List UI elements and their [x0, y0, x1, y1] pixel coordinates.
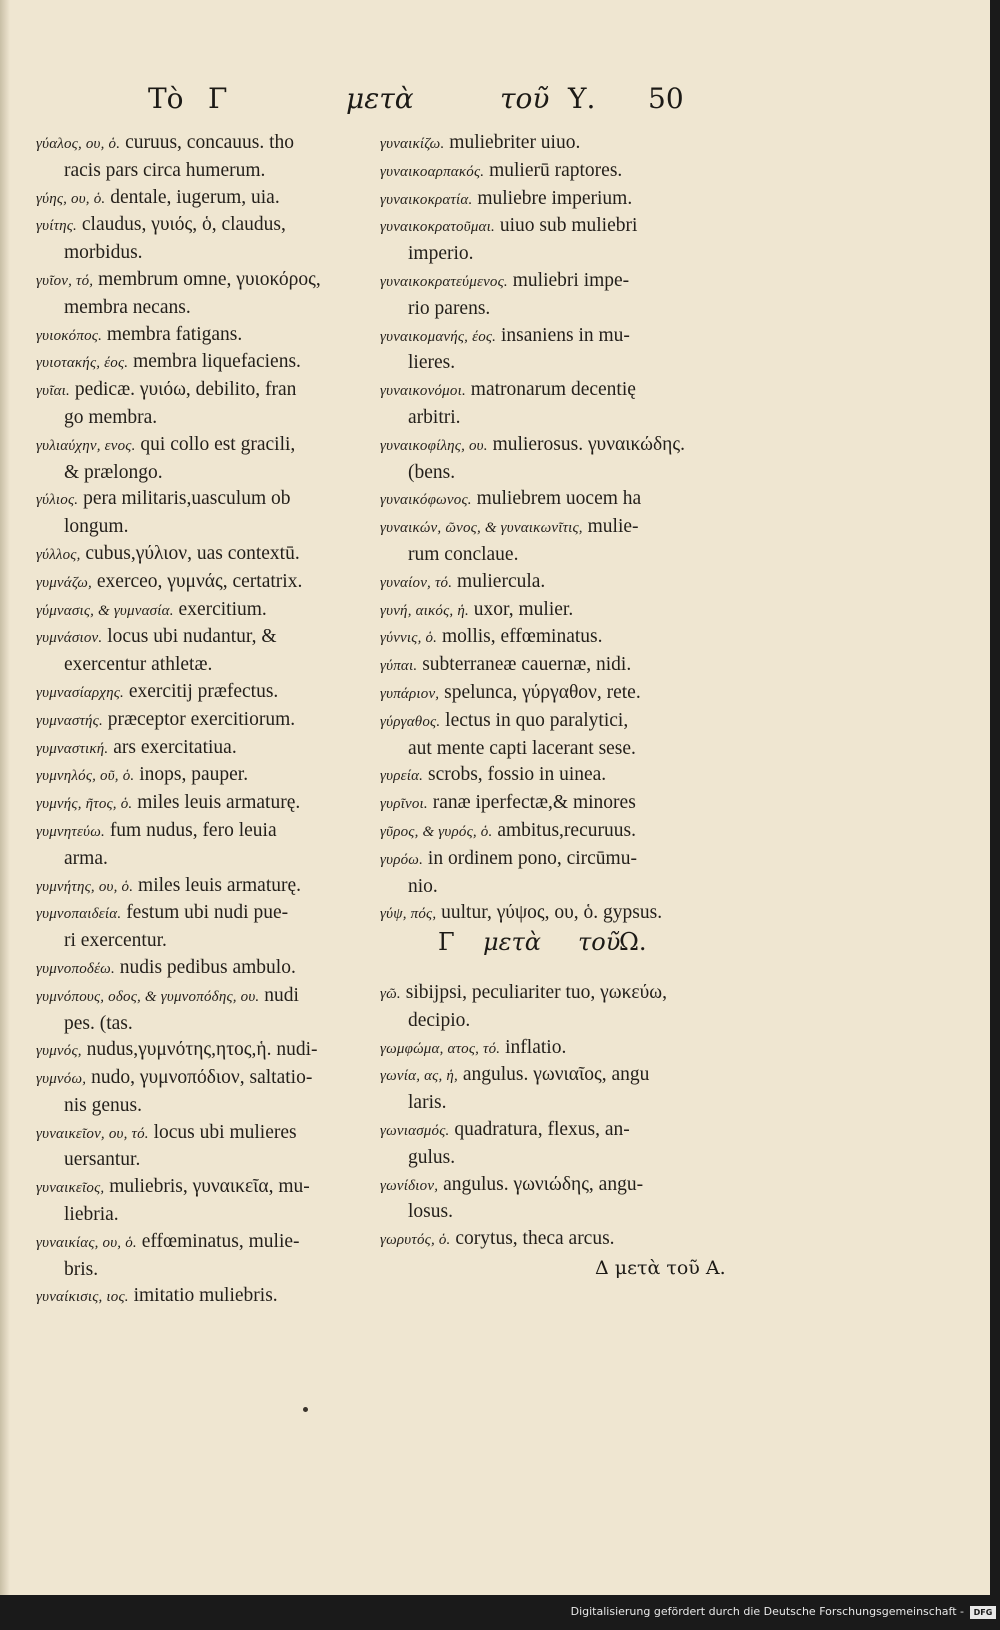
greek-headword: γυμναστική.: [36, 740, 109, 757]
latin-gloss: arbitri.: [408, 406, 461, 428]
latin-gloss: membra necans.: [64, 296, 191, 318]
greek-headword: γυναικοφίλης, ου.: [380, 437, 488, 454]
latin-gloss: quadratura, flexus, an-: [454, 1118, 630, 1140]
latin-gloss: go membra.: [64, 406, 158, 428]
greek-headword: γύλλος,: [36, 546, 81, 563]
latin-gloss: imperio.: [408, 243, 474, 265]
latin-gloss: sibijpsi, peculiariter tuo, γωκεύω,: [405, 982, 667, 1003]
entry-line: [36, 460, 376, 487]
latin-gloss: ri exercentur.: [64, 930, 167, 952]
entry-line: [380, 1199, 720, 1226]
subheading-letter2: Ω.: [619, 928, 647, 956]
latin-gloss: festum ubi nudi pue-: [126, 902, 289, 924]
greek-headword: γυναίκισις, ιος.: [36, 1289, 129, 1306]
entry-line: [36, 541, 376, 569]
latin-gloss: losus.: [408, 1201, 453, 1223]
header-left-word: Τὸ: [148, 82, 184, 115]
latin-gloss: spelunca, γύργαθον, rete.: [444, 681, 641, 703]
latin-gloss: corytus, theca arcus.: [455, 1228, 615, 1250]
entry-line: [380, 736, 720, 763]
latin-gloss: ambitus,recuruus.: [497, 819, 636, 841]
latin-gloss: gulus.: [408, 1146, 456, 1168]
entry-line: [380, 514, 720, 542]
dfg-logo: DFG: [970, 1606, 996, 1619]
entry-line: [36, 1147, 376, 1174]
entry-line: [36, 569, 376, 597]
entry-line: [36, 295, 376, 322]
greek-headword: γυναικόφωνος.: [380, 492, 472, 509]
latin-gloss: mulierū raptores.: [489, 159, 623, 181]
latin-gloss: membra liquefaciens.: [133, 351, 301, 373]
latin-gloss: scrobs, fossio in uinea.: [427, 764, 607, 786]
latin-gloss: nio.: [408, 875, 438, 897]
entry-line: [380, 708, 720, 736]
entry-line: [380, 597, 720, 625]
entry-line: [36, 130, 376, 158]
greek-headword: γυνή, αικός, ἡ.: [380, 602, 469, 619]
entry-line: [36, 846, 376, 873]
latin-gloss: cubus,γύλιον, uas contextū.: [85, 542, 300, 564]
latin-gloss: claudus, γυιός, ὁ, claudus,: [81, 214, 286, 236]
entry-line: [36, 735, 376, 763]
latin-gloss: pes. (tas.: [64, 1012, 133, 1034]
entry-line: [36, 158, 376, 185]
entry-line: [36, 405, 376, 432]
entry-line: [36, 322, 376, 350]
greek-headword: γυναικομανής, έος.: [380, 328, 497, 345]
greek-headword: γυμνήτης, ου, ὁ.: [36, 878, 134, 895]
latin-gloss: muliebrem uocem ha: [476, 488, 642, 510]
latin-gloss: arma.: [64, 847, 108, 869]
greek-headword: γυναικονόμοι.: [380, 383, 466, 400]
latin-gloss: uxor, mulier.: [473, 598, 574, 620]
entry-line: [36, 1037, 376, 1065]
greek-headword: γυμνοπαιδεία.: [36, 906, 122, 923]
latin-gloss: in ordinem pono, circūmu-: [427, 847, 637, 869]
entry-line: [36, 1120, 376, 1148]
header-right-letter: Υ.: [568, 82, 596, 115]
entry-line: [380, 1090, 720, 1117]
entry-line: [380, 652, 720, 680]
entry-line: [380, 980, 720, 1008]
latin-gloss: præceptor exercitiorum.: [107, 708, 296, 730]
greek-headword: γυῖον, τό,: [36, 272, 94, 289]
latin-gloss: muliebriter uiuo.: [449, 132, 581, 153]
greek-headword: γύπαι.: [380, 658, 418, 675]
latin-gloss: miles leuis armaturę.: [138, 874, 302, 896]
entry-line: [380, 432, 720, 460]
latin-gloss: rum conclaue.: [408, 543, 519, 565]
entry-line: [380, 900, 720, 928]
entry-line: [380, 874, 720, 901]
entry-line: [36, 377, 376, 405]
latin-gloss: angulus. γωνιαῖος, angu: [462, 1064, 650, 1086]
entry-line: [36, 707, 376, 735]
latin-gloss: membrum omne, γυιοκόρος,: [98, 268, 321, 290]
ink-smudge: [303, 1407, 308, 1412]
greek-headword: γύννις, ὁ.: [380, 630, 438, 647]
entry-line: [380, 1008, 720, 1035]
latin-gloss: nudus,γυμνότης,ητος,ἡ. nudi-: [86, 1039, 318, 1061]
entry-line: [36, 679, 376, 707]
entry-line: [36, 1257, 376, 1284]
latin-gloss: nudo, γυμνοπόδιον, saltatio-: [91, 1067, 313, 1089]
latin-gloss: liebria.: [64, 1204, 119, 1226]
entry-line: [380, 542, 720, 569]
latin-gloss: pera militaris,uasculum ob: [83, 488, 291, 510]
latin-gloss: (bens.: [408, 461, 456, 483]
entry-line: [380, 377, 720, 405]
latin-gloss: mulierosus. γυναικώδης.: [492, 433, 685, 455]
greek-headword: γυμνηλός, οῦ, ὁ.: [36, 768, 135, 785]
entry-line: [380, 1035, 720, 1063]
entry-line: [36, 983, 376, 1011]
latin-gloss: exercitij præfectus.: [128, 680, 279, 702]
greek-headword: γύης, ου, ὁ.: [36, 190, 106, 207]
entry-line: [380, 846, 720, 874]
latin-gloss: ars exercitatiua.: [113, 736, 237, 758]
entry-line: [36, 267, 376, 295]
funding-credit: Digitalisierung gefördert durch die Deutsche Forschungsgemeinschaft -: [570, 1605, 964, 1618]
latin-gloss: insaniens in mu-: [501, 324, 630, 346]
right-column-bottom: [380, 980, 720, 1254]
entry-line: [380, 186, 720, 214]
greek-headword: γυιοτακής, έος.: [36, 355, 129, 372]
entry-line: [36, 349, 376, 377]
latin-gloss: exercitium.: [178, 598, 267, 620]
entry-line: [380, 762, 720, 790]
entry-line: [380, 296, 720, 323]
greek-headword: γυρῖνοι.: [380, 796, 428, 813]
greek-headword: γυναικεῖον, ου, τό.: [36, 1125, 149, 1142]
greek-headword: γυμνασίαρχης.: [36, 684, 124, 701]
entry-line: [380, 350, 720, 377]
latin-gloss: exercentur athletæ.: [64, 654, 213, 676]
greek-headword: γυναικίας, ου, ὁ.: [36, 1234, 137, 1251]
entry-line: [36, 762, 376, 790]
latin-gloss: bris.: [64, 1258, 99, 1280]
latin-gloss: & prælongo.: [64, 461, 163, 483]
greek-headword: γυμνάσιον.: [36, 630, 103, 647]
latin-gloss: inops, pauper.: [139, 764, 249, 786]
greek-headword: γυίτης.: [36, 218, 78, 235]
entry-line: [380, 1062, 720, 1090]
entry-line: [380, 624, 720, 652]
entry-line: [36, 240, 376, 267]
page-number: 50: [648, 82, 684, 115]
latin-gloss: muliebre imperium.: [477, 187, 633, 209]
entry-line: [36, 873, 376, 901]
latin-gloss: uiuo sub muliebri: [499, 215, 638, 237]
entry-line: [36, 486, 376, 514]
subheading-word: τοῦ: [578, 928, 621, 956]
latin-gloss: locus ubi mulieres: [153, 1121, 297, 1143]
catchword: Δ μετὰ τοῦ Α.: [595, 1257, 726, 1279]
latin-gloss: membra fatigans.: [106, 323, 243, 345]
greek-headword: γυναίον, τό.: [380, 574, 453, 591]
page-edge-shadow: [0, 0, 10, 1595]
greek-headword: γυρεία.: [380, 768, 424, 785]
greek-headword: γυρόω.: [380, 851, 424, 868]
greek-headword: γυναικών, ῶνος, & γυναικωνῖτις,: [380, 520, 583, 537]
entry-line: [36, 432, 376, 460]
latin-gloss: imitatio muliebris.: [133, 1285, 278, 1307]
entry-line: [380, 241, 720, 268]
greek-headword: γυπάριον,: [380, 685, 440, 702]
greek-headword: γυμνάζω,: [36, 574, 93, 591]
entry-line: [380, 1226, 720, 1254]
entry-line: [36, 900, 376, 928]
latin-gloss: lieres.: [408, 352, 456, 374]
entry-line: [380, 323, 720, 351]
greek-headword: γυμναστής.: [36, 712, 103, 729]
latin-gloss: ranæ iperfectæ,& minores: [432, 792, 636, 814]
greek-headword: γυμνόπους, οδος, & γυμνοπόδης, ου.: [36, 988, 260, 1005]
subheading-middle: μετὰ: [483, 928, 541, 956]
entry-line: [380, 818, 720, 846]
entry-line: [380, 130, 720, 158]
entry-line: [36, 185, 376, 213]
greek-headword: γυιοκόπος.: [36, 327, 103, 344]
header-left-letter: Γ: [208, 82, 228, 115]
entry-line: [36, 652, 376, 679]
entry-line: [380, 213, 720, 241]
greek-headword: γυμνοποδέω.: [36, 960, 115, 977]
greek-headword: γυναικεῖος,: [36, 1180, 105, 1197]
entry-line: [380, 486, 720, 514]
entry-line: [380, 680, 720, 708]
greek-headword: γύαλος, ου, ὁ.: [36, 136, 121, 152]
greek-headword: γῶ.: [380, 986, 401, 1002]
entry-line: [380, 1117, 720, 1145]
latin-gloss: matronarum decentię: [470, 379, 636, 401]
latin-gloss: inflatio.: [505, 1036, 567, 1058]
greek-headword: γυναικοαρπακός.: [380, 163, 485, 180]
greek-headword: γύλιος.: [36, 492, 79, 509]
greek-headword: γυμνής, ῆτος, ὁ.: [36, 796, 133, 813]
latin-gloss: exerceo, γυμνάς, certatrix.: [96, 570, 303, 592]
entry-line: [36, 597, 376, 625]
greek-headword: γυναικοκρατεύμενος.: [380, 273, 508, 290]
latin-gloss: muliercula.: [457, 570, 546, 592]
entry-line: [380, 1145, 720, 1172]
digitization-footer: [0, 1604, 1000, 1624]
latin-gloss: subterraneæ cauernæ, nidi.: [422, 654, 632, 676]
latin-gloss: lectus in quo paralytici,: [445, 709, 629, 731]
greek-headword: γυναικοκρατοῦμαι.: [380, 219, 495, 236]
latin-gloss: morbidus.: [64, 242, 143, 264]
latin-gloss: fum nudus, fero leuia: [109, 819, 277, 841]
greek-headword: γυναικίζω.: [380, 136, 445, 152]
greek-headword: γύψ, πός,: [380, 906, 437, 923]
header-right-word: τοῦ: [500, 82, 550, 115]
latin-gloss: uultur, γύψος, ου, ὁ. gypsus.: [441, 902, 663, 924]
latin-gloss: uersantur.: [64, 1149, 141, 1171]
left-column: [36, 130, 376, 1311]
latin-gloss: effœminatus, mulie-: [141, 1230, 300, 1252]
latin-gloss: mulie-: [587, 516, 639, 538]
greek-headword: γυμνός,: [36, 1043, 82, 1060]
greek-headword: γυναικοκρατία.: [380, 191, 473, 208]
latin-gloss: nudi: [264, 984, 299, 1006]
greek-headword: γύργαθος.: [380, 713, 441, 730]
latin-gloss: curuus, concauus. tho: [125, 132, 295, 153]
latin-gloss: locus ubi nudantur, &: [107, 626, 277, 648]
entry-line: [380, 1172, 720, 1200]
latin-gloss: rio parens.: [408, 297, 491, 319]
entry-line: [36, 1229, 376, 1257]
entry-line: [36, 1174, 376, 1202]
latin-gloss: dentale, iugerum, uia.: [110, 186, 280, 208]
latin-gloss: longum.: [64, 516, 129, 538]
latin-gloss: muliebris, γυναικεῖα, mu-: [109, 1176, 310, 1198]
running-header: [0, 82, 990, 122]
greek-headword: γωρυτός, ὁ.: [380, 1232, 451, 1249]
latin-gloss: angulus. γωνιώδης, angu-: [443, 1173, 644, 1195]
entry-line: [380, 158, 720, 186]
entry-line: [36, 1283, 376, 1311]
entry-line: [36, 212, 376, 240]
entry-line: [36, 790, 376, 818]
greek-headword: γωνία, ας, ἡ,: [380, 1068, 458, 1085]
entry-line: [380, 790, 720, 818]
entry-line: [380, 268, 720, 296]
greek-headword: γῦρος, & γυρός, ὁ.: [380, 823, 493, 840]
greek-headword: γυμνόω,: [36, 1071, 87, 1088]
latin-gloss: laris.: [408, 1092, 447, 1114]
greek-headword: γυλιαύχην, ενος.: [36, 437, 136, 454]
header-middle: μετὰ: [346, 82, 414, 115]
latin-gloss: muliebri impe-: [512, 269, 630, 291]
latin-gloss: racis pars circa humerum.: [64, 159, 266, 181]
entry-line: [380, 405, 720, 432]
entry-line: [36, 1065, 376, 1093]
entry-line: [36, 928, 376, 955]
latin-gloss: nis genus.: [64, 1094, 142, 1116]
latin-gloss: decipio.: [408, 1009, 471, 1031]
entry-line: [36, 955, 376, 983]
entry-line: [36, 1093, 376, 1120]
entry-line: [380, 460, 720, 487]
latin-gloss: nudis pedibus ambulo.: [119, 956, 296, 978]
entry-line: [36, 514, 376, 541]
greek-headword: γυμνητεύω.: [36, 823, 105, 840]
right-column-top: [380, 130, 720, 928]
greek-headword: γωμφώμα, ατος, τό.: [380, 1040, 501, 1057]
latin-gloss: miles leuis armaturę.: [137, 792, 301, 814]
latin-gloss: mollis, effœminatus.: [442, 626, 603, 648]
latin-gloss: aut mente capti lacerant sese.: [408, 737, 636, 759]
entry-line: [36, 818, 376, 846]
greek-headword: γύμνασις, & γυμνασία.: [36, 602, 174, 619]
latin-gloss: pedicæ. γυιόω, debilito, fran: [74, 379, 297, 401]
subheading-letter: Γ: [438, 928, 455, 956]
greek-headword: γυῖαι.: [36, 383, 70, 400]
entry-line: [36, 1011, 376, 1038]
greek-headword: γωνιασμός.: [380, 1122, 450, 1139]
latin-gloss: qui collo est gracili,: [140, 433, 296, 455]
entry-line: [36, 1202, 376, 1229]
greek-headword: γωνίδιον,: [380, 1177, 439, 1194]
entry-line: [36, 624, 376, 652]
entry-line: [380, 569, 720, 597]
